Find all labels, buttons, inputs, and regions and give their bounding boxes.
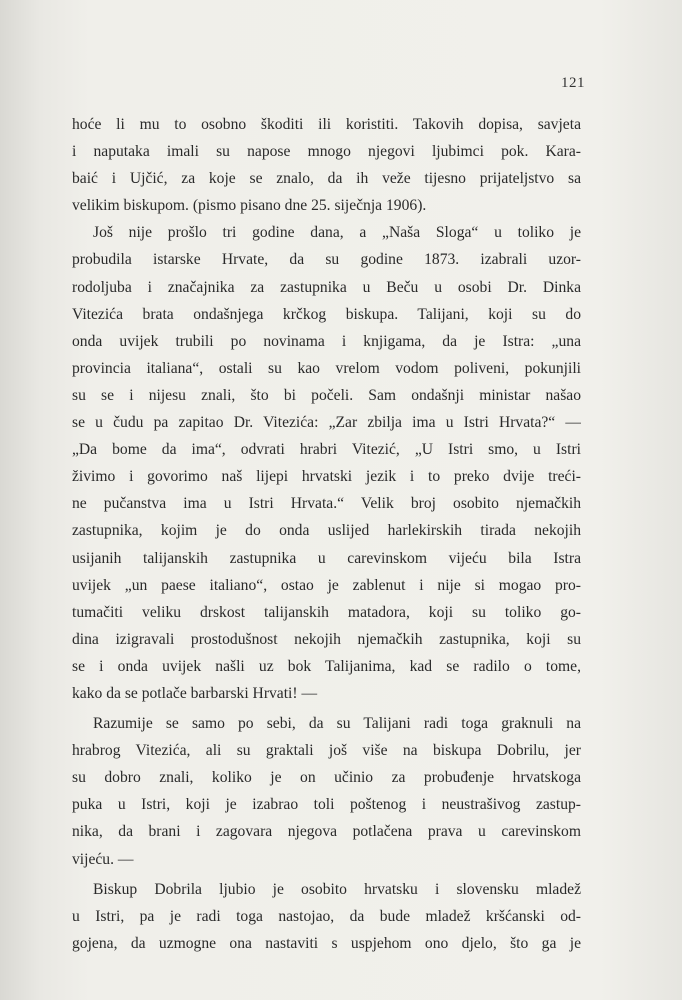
text-line: uvijek „un paese italiano“, ostao je zablenut i nije si mogao pro- [72,576,581,594]
text-line: rodoljuba i značajnika za zastupnika u Beču u osobi Dr. Dinka [72,278,581,296]
text-line: Biskup Dobrila ljubio je osobito hrvatsku i slovensku mladež [93,880,581,898]
page-number: 121 [561,75,585,91]
text-line: puka u Istri, koji je izabrao toli poštenog i neustrašivog zastup- [72,796,581,814]
text-line: probudila istarske Hrvate, da su godine 1873. izabrali uzor- [72,251,581,269]
paragraph-3 [72,710,581,873]
text-line: vijeću. — [72,850,134,868]
text-line: velikim biskupom. (pismo pisano dne 25. siječnja 1906). [72,197,427,215]
text-line: Razumije se samo po sebi, da su Talijani radi toga graknuli na [93,715,581,733]
text-line: se i onda uvijek našli uz bok Talijanima, kad se radilo o tome, [72,657,581,675]
text-line: gojena, da uzmogne ona nastaviti s uspjehom ono djelo, što ga je [72,934,581,952]
text-line: Vitezića brata ondašnjega krčkog biskupa. Talijani, koji su do [72,305,581,323]
paragraph-1 [72,111,581,219]
text-line: Još nije prošlo tri godine dana, a „Naša Sloga“ u toliko je [93,224,581,242]
body-text [72,111,581,957]
text-line: u Istri, pa je radi toga nastojao, da bude mladež kršćanski od- [72,907,581,925]
text-line: zastupnika, kojim je do onda uslijed harlekirskih tirada nekojih [72,522,581,540]
text-line: „Da bome da ima“, odvrati hrabri Vitezić, „U Istri smo, u Istri [72,441,581,459]
text-line: baić i Ujčić, za koje se znalo, da ih veže tijesno prijateljstvo sa [72,170,581,188]
text-line: dina izigravali prostodušnost nekojih njemačkih zastupnika, koji su [72,630,581,648]
text-line: provincia italiana“, ostali su kao vrelom vodom poliveni, pokunjili [72,359,581,377]
text-line: tumačiti veliku drskost talijanskih matadora, koji su toliko go- [72,603,581,621]
text-line: nika, da brani i zagovara njegova potlačena prava u carevinskom [72,823,581,841]
text-line: hoće li mu to osobno škoditi ili koristiti. Takovih dopisa, savjeta [72,116,581,133]
text-line: se u čudu pa zapitao Dr. Vitezića: „Zar zbilja ima u Istri Hrvata?“ — [72,414,581,432]
text-line: hrabrog Vitezića, ali su graktali još više na biskupa Dobrilu, jer [72,742,581,760]
text-line: ne pučanstva ima u Istri Hrvata.“ Velik broj osobito njemačkih [72,495,581,513]
text-line: i naputaka imali su napose mnogo njegovi ljubimci pok. Kara- [72,143,581,161]
text-line: živimo i govorimo naš lijepi hrvatski jezik i to preko dvije treći- [72,468,581,486]
text-line: onda uvijek trubili po novinama i knjigama, da je Istra: „una [72,332,581,350]
text-line: su se i nijesu znali, što bi počeli. Sam ondašnji ministar našao [72,386,581,404]
text-line: kako da se potlače barbarski Hrvati! — [72,684,318,702]
text-line: su dobro znali, koliko je on učinio za probuđenje hrvatskoga [72,769,581,787]
paragraph-4 [72,876,581,957]
text-line: usijanih talijanskih zastupnika u carevinskom vijeću bila Istra [72,549,581,567]
paragraph-2 [72,219,581,707]
